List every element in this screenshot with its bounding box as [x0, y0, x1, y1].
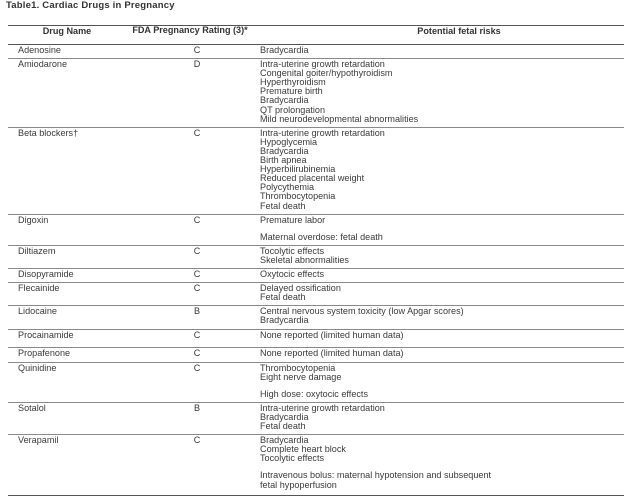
fetal-risks-cell [254, 246, 624, 265]
risk-line: Hyperthyroidism [260, 77, 326, 88]
risk-line: Bradycardia [260, 315, 309, 326]
fda-rating-cell: C [193, 245, 201, 256]
risk-line: Bradycardia [260, 145, 309, 156]
drug-name-cell: Verapamil [18, 435, 59, 446]
table-row [8, 246, 624, 269]
risk-line: Bradycardia [260, 412, 309, 422]
fetal-risks-cell [254, 269, 624, 279]
risk-line: fetal hypoperfusion [260, 479, 337, 490]
risk-line: Thrombocytopenia [260, 362, 336, 373]
risk-line: Eight nerve damage [260, 371, 342, 382]
risk-line: Bradycardia [260, 95, 309, 106]
table-row [8, 283, 624, 306]
drug-name-cell: Digoxin [18, 214, 49, 225]
fda-rating-cell: C [193, 330, 201, 341]
table-row [8, 128, 624, 215]
fda-rating-cell: D [193, 59, 201, 70]
drug-name-cell: Sotalol [18, 402, 46, 413]
risk-line: Mild neurodevelopmental abnormalities [260, 113, 419, 124]
risk-line: Bradycardia [260, 45, 309, 55]
drug-name-cell: Disopyramide [18, 268, 74, 279]
risk-line: Thrombocytopenia [260, 191, 336, 202]
risk-line: Oxytocic effects [260, 268, 325, 279]
drug-name-cell: Lidocaine [18, 306, 57, 317]
risk-line: Tocolytic effects [260, 245, 325, 256]
risk-line: Premature birth [260, 86, 323, 97]
table-row [8, 45, 624, 59]
risk-line: Maternal overdose: fetal death [260, 231, 383, 242]
drug-name-cell: Beta blockers† [18, 127, 79, 138]
fetal-risks-cell [254, 348, 624, 358]
drug-name-cell: Amiodarone [18, 59, 68, 70]
risk-line: High dose: oxytocic effects [260, 388, 369, 399]
risk-line: None reported (limited human data) [260, 330, 404, 341]
risk-line: QT prolongation [260, 104, 326, 115]
header-drug-name: Drug Name [42, 26, 92, 36]
risk-line: Hyperbilirubinemia [260, 164, 336, 175]
fda-rating-cell: C [193, 214, 201, 225]
fda-rating-cell: C [193, 45, 201, 55]
fda-rating-cell: C [193, 435, 201, 446]
table-row [8, 269, 624, 283]
risk-line: Skeletal abnormalities [260, 254, 349, 265]
fetal-risks-cell [254, 128, 624, 211]
fetal-risks-cell [254, 59, 624, 124]
table-row [8, 403, 624, 435]
risk-line: Fetal death [260, 421, 306, 432]
risk-line: Delayed ossification [260, 283, 341, 294]
drug-name-cell: Adenosine [18, 45, 61, 55]
drug-name-cell: Diltiazem [18, 245, 56, 256]
table-row [8, 59, 624, 128]
table-row [8, 306, 624, 330]
table-row [8, 215, 624, 246]
risk-line: Reduced placental weight [260, 173, 365, 184]
table-header [8, 26, 624, 45]
cardiac-drugs-table [8, 25, 624, 496]
risk-line: Intra-uterine growth retardation [260, 402, 385, 413]
risk-line: Hypoglycemia [260, 136, 318, 147]
risk-line: Intra-uterine growth retardation [260, 59, 385, 70]
risk-line: Congenital goiter/hypothyroidism [260, 68, 393, 79]
drug-name-cell: Propafenone [18, 347, 71, 358]
risk-line: None reported (limited human data) [260, 347, 404, 358]
risk-line: Fetal death [260, 292, 306, 303]
risk-line: Bradycardia [260, 435, 309, 446]
risk-line: Fetal death [260, 200, 306, 211]
table-body [8, 45, 624, 495]
fda-rating-cell: B [193, 306, 201, 317]
fetal-risks-cell [254, 403, 624, 431]
header-fda-rating: FDA Pregnancy Rating (3)* [132, 25, 248, 35]
fetal-risks-cell [254, 45, 624, 55]
fda-rating-cell: C [193, 362, 201, 373]
fda-rating-cell: C [193, 268, 201, 279]
risk-line: Intravenous bolus: maternal hypotension and subsequent [260, 470, 492, 481]
risk-line: Complete heart block [260, 444, 346, 455]
fda-rating-cell: C [193, 347, 201, 358]
fetal-risks-cell [254, 283, 624, 302]
drug-name-cell: Procainamide [18, 330, 74, 341]
table-row [8, 435, 624, 494]
fetal-risks-cell [254, 363, 624, 399]
risk-line: Central nervous system toxicity (low Apgar scores) [260, 306, 464, 317]
fetal-risks-cell [254, 330, 624, 340]
fda-rating-cell: B [193, 402, 201, 413]
fetal-risks-cell [254, 306, 624, 325]
table-row [8, 348, 624, 363]
fetal-risks-cell [254, 215, 624, 242]
table-caption: Table1. Cardiac Drugs in Pregnancy [6, 0, 175, 11]
drug-name-cell: Quinidine [18, 362, 57, 373]
risk-line: Polycythemia [260, 182, 315, 193]
risk-line: Tocolytic effects [260, 453, 325, 464]
risk-line: Intra-uterine growth retardation [260, 127, 385, 138]
header-fetal-risks: Potential fetal risks [417, 26, 501, 36]
table-row [8, 330, 624, 347]
risk-line: Birth apnea [260, 155, 307, 166]
drug-name-cell: Flecainide [18, 283, 60, 294]
fda-rating-cell: C [193, 283, 201, 294]
fetal-risks-cell [254, 435, 624, 489]
table-row [8, 363, 624, 403]
risk-line: Premature labor [260, 214, 326, 225]
fda-rating-cell: C [193, 127, 201, 138]
